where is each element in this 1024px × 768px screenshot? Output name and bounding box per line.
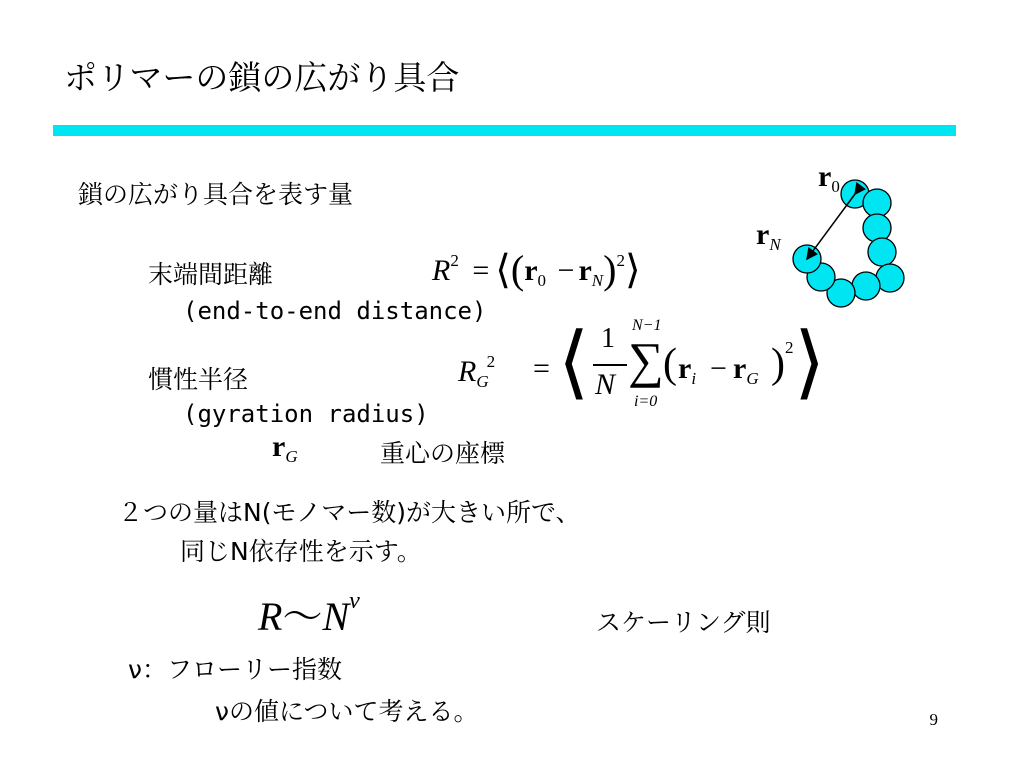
page-number: 9 — [929, 710, 938, 729]
formula-gyration: $R_G^2$ = ⟨ 1 N N−1 ∑ i=0 ( $r_i$ − $r_G$ ) 2 ⟩ — [458, 317, 826, 410]
end-to-end-label-en: (end-to-end distance) — [183, 297, 487, 325]
scaling-formula: R〜$N^\nu$ — [258, 588, 360, 639]
rN-label: $r_N$ — [756, 218, 781, 254]
end-to-end-label-jp: 末端間距離 — [148, 260, 274, 289]
rg-symbol: $r_G$ — [272, 430, 298, 466]
slide-title: ポリマーの鎖の広がり具合 — [64, 58, 460, 97]
nu-value-line: νの値について考える。 — [215, 697, 479, 726]
formula-end-to-end: $R^2$ = $⟨(r_0$ − $r_N)^2⟩$ — [432, 247, 641, 292]
statement-line-2: 同じN依存性を示す。 — [180, 537, 422, 566]
flory-exponent-line: ν：フローリー指数 — [128, 655, 342, 684]
statement-line-1: ２つの量はN(モノマー数)が大きい所で、 — [118, 498, 581, 527]
section-heading: 鎖の広がり具合を表す量 — [78, 180, 354, 209]
scaling-law-label: スケーリング則 — [596, 608, 771, 637]
monomer-bead — [868, 238, 896, 266]
gyration-label-en: (gyration radius) — [183, 400, 429, 428]
monomer-bead — [863, 189, 891, 217]
rg-description: 重心の座標 — [380, 439, 506, 468]
end-to-end-vector — [807, 194, 855, 259]
monomer-bead — [852, 272, 880, 300]
r0-label: $r_0$ — [818, 160, 840, 196]
monomer-bead — [863, 214, 891, 242]
gyration-label-jp: 慣性半径 — [148, 365, 249, 394]
